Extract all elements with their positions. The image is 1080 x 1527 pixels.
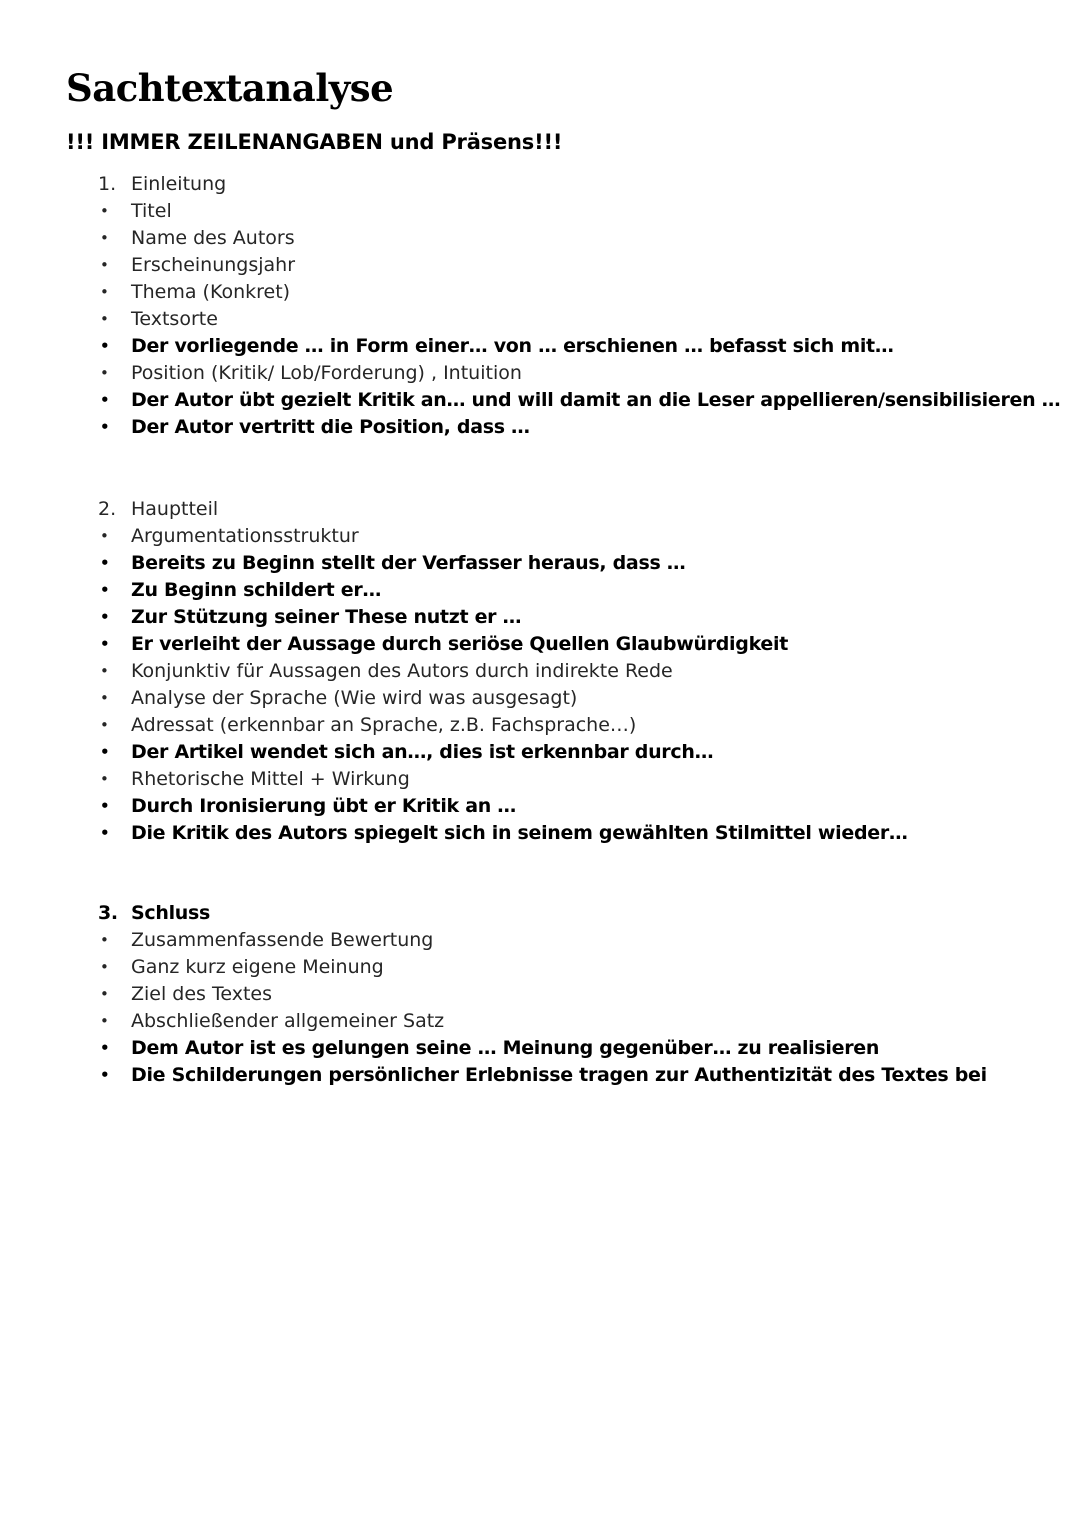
bullet-icon: • [100,931,109,949]
list-item [0,333,1080,360]
list-item-text: Thema (Konkret) [131,281,291,303]
bullet-icon: • [100,391,110,409]
list-item-text: Erscheinungsjahr [131,254,296,276]
list-item [0,712,1080,739]
list-item-text: Er verleiht der Aussage durch seriöse Quellen Glaubwürdigkeit [131,633,788,655]
bullet-icon: • [100,310,109,328]
list-item [0,631,1080,658]
list-item-text: Ziel des Textes [131,983,273,1005]
list-item [0,279,1080,306]
bullet-icon: • [100,743,110,761]
list-item [0,739,1080,766]
list-item-text: Argumentationsstruktur [131,525,359,547]
bullet-icon: • [100,689,109,707]
list-item [0,387,1080,414]
list-item [0,954,1080,981]
bullet-icon: • [100,1039,110,1057]
list-item [0,577,1080,604]
list-item-text: Adressat (erkennbar an Sprache, z.B. Fachsprache…) [131,714,637,736]
list-item [0,1062,1080,1089]
bullet-icon: • [100,770,109,788]
list-item-text: Bereits zu Beginn stellt der Verfasser heraus, dass … [131,552,686,574]
bullet-icon: • [100,283,109,301]
bullet-icon: • [100,581,110,599]
bullet-icon: • [100,985,109,1003]
bullet-icon: • [100,797,110,815]
list-item [0,414,1080,441]
list-item-text: Zur Stützung seiner These nutzt er … [131,606,522,628]
list-item [0,766,1080,793]
bullet-icon: • [100,229,109,247]
section-einleitung [0,171,1080,441]
section-number: 2. [98,498,117,520]
section-heading-label: Hauptteil [131,498,219,520]
list-item [0,550,1080,577]
list-item-text: Rhetorische Mittel + Wirkung [131,768,410,790]
section-heading [0,900,1080,927]
list-item-text: Titel [131,200,172,222]
list-item [0,360,1080,387]
bullet-icon: • [100,337,110,355]
list-item [0,1035,1080,1062]
list-item [0,198,1080,225]
list-item [0,604,1080,631]
bullet-icon: • [100,1012,109,1030]
list-item [0,685,1080,712]
list-item-text: Durch Ironisierung übt er Kritik an … [131,795,516,817]
list-item-text: Der Artikel wendet sich an…, dies ist erkennbar durch… [131,741,714,763]
list-item [0,1008,1080,1035]
list-item [0,927,1080,954]
page-subtitle: !!! IMMER ZEILENANGABEN und Präsens!!! [66,130,563,154]
list-item-text: Textsorte [131,308,218,330]
list-item-text: Der Autor übt gezielt Kritik an… und will damit an die Leser appellieren/sensibilisieren … [131,389,1061,411]
section-schluss [0,900,1080,1089]
list-item-text: Analyse der Sprache (Wie wird was ausgesagt) [131,687,578,709]
list-item-text: Die Kritik des Autors spiegelt sich in seinem gewählten Stilmittel wieder… [131,822,908,844]
bullet-icon: • [100,202,109,220]
page-title: Sachtextanalyse [66,66,394,110]
bullet-icon: • [100,527,109,545]
list-item-text: Der Autor vertritt die Position, dass … [131,416,530,438]
section-number: 1. [98,173,117,195]
list-item-text: Name des Autors [131,227,295,249]
section-number: 3. [98,902,118,924]
list-item [0,523,1080,550]
bullet-icon: • [100,1066,110,1084]
list-item [0,658,1080,685]
bullet-icon: • [100,554,110,572]
list-item [0,793,1080,820]
list-item [0,820,1080,847]
bullet-icon: • [100,662,109,680]
section-heading [0,171,1080,198]
list-item-text: Position (Kritik/ Lob/Forderung) , Intuition [131,362,522,384]
list-item [0,252,1080,279]
list-item [0,981,1080,1008]
bullet-icon: • [100,256,109,274]
section-heading-label: Schluss [131,902,211,924]
list-item-text: Dem Autor ist es gelungen seine … Meinung gegenüber… zu realisieren [131,1037,880,1059]
list-item-text: Zusammenfassende Bewertung [131,929,434,951]
list-item-text: Zu Beginn schildert er… [131,579,382,601]
list-item-text: Der vorliegende … in Form einer… von … erschienen … befasst sich mit… [131,335,894,357]
list-item [0,306,1080,333]
list-item-text: Ganz kurz eigene Meinung [131,956,384,978]
list-item-text: Die Schilderungen persönlicher Erlebnisse tragen zur Authentizität des Textes bei [131,1064,987,1086]
bullet-icon: • [100,364,109,382]
list-item-text: Konjunktiv für Aussagen des Autors durch indirekte Rede [131,660,673,682]
list-item [0,225,1080,252]
bullet-icon: • [100,824,110,842]
bullet-icon: • [100,716,109,734]
list-item-text: Abschließender allgemeiner Satz [131,1010,445,1032]
bullet-icon: • [100,418,110,436]
bullet-icon: • [100,635,110,653]
bullet-icon: • [100,608,110,626]
section-heading [0,496,1080,523]
section-heading-label: Einleitung [131,173,227,195]
bullet-icon: • [100,958,109,976]
section-hauptteil [0,496,1080,847]
